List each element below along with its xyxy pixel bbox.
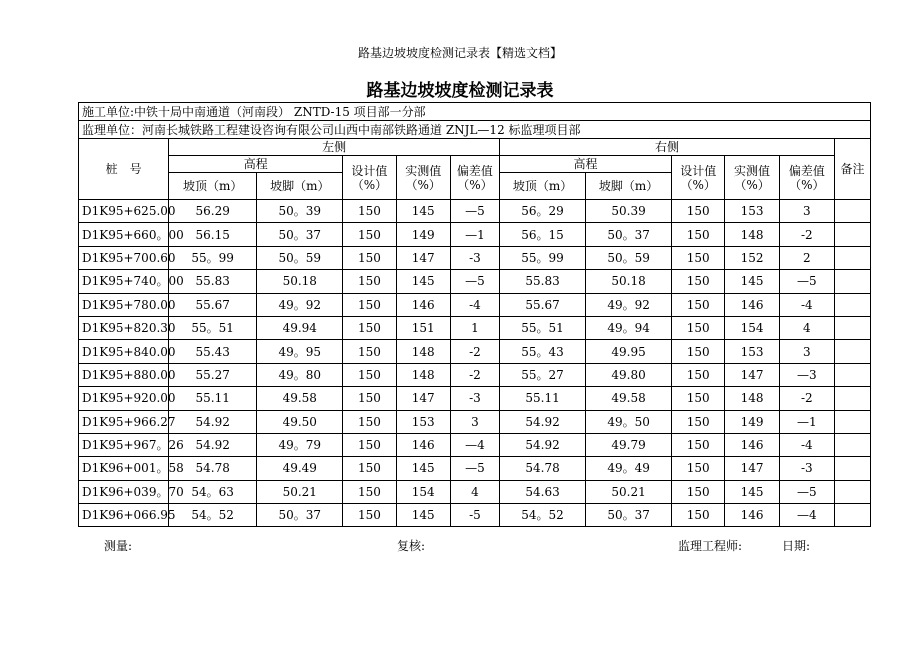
header-stake: 桩 号 bbox=[79, 139, 169, 200]
right-deviation-cell: 4 bbox=[779, 316, 834, 339]
stake-cell: D1K96+066.95 bbox=[79, 504, 169, 527]
left-slope-top-cell: 55.43 bbox=[169, 340, 257, 363]
left-slope-top-cell: 56.29 bbox=[169, 200, 257, 223]
header-left-slope-foot: 坡脚（m） bbox=[257, 173, 343, 200]
left-slope-foot-cell: 49.58 bbox=[257, 387, 343, 410]
supervision-unit: 监理单位：河南长城铁路工程建设咨询有限公司山西中南部铁路通道 ZNJL—12 标监理项目部 bbox=[79, 121, 871, 139]
right-deviation-cell: -2 bbox=[779, 223, 834, 246]
left-slope-top-cell: 55。99 bbox=[169, 246, 257, 269]
right-deviation-cell: —5 bbox=[779, 480, 834, 503]
left-slope-top-cell: 56.15 bbox=[169, 223, 257, 246]
left-slope-foot-cell: 49。80 bbox=[257, 363, 343, 386]
left-design-cell: 150 bbox=[343, 457, 396, 480]
right-design-cell: 150 bbox=[672, 480, 725, 503]
header-right-side: 右侧 bbox=[500, 139, 835, 156]
left-measured-cell: 154 bbox=[396, 480, 450, 503]
right-deviation-cell: -3 bbox=[779, 457, 834, 480]
left-deviation-cell: -2 bbox=[450, 340, 499, 363]
left-measured-cell: 146 bbox=[396, 293, 450, 316]
right-design-cell: 150 bbox=[672, 223, 725, 246]
table-row bbox=[79, 223, 871, 246]
stake-cell: D1K95+625.00 bbox=[79, 200, 169, 223]
table-row bbox=[79, 270, 871, 293]
left-deviation-cell: 1 bbox=[450, 316, 499, 339]
right-slope-top-cell: 55。43 bbox=[500, 340, 586, 363]
left-slope-foot-cell: 49。95 bbox=[257, 340, 343, 363]
left-design-cell: 150 bbox=[343, 246, 396, 269]
right-slope-top-cell: 54.92 bbox=[500, 433, 586, 456]
right-measured-cell: 146 bbox=[725, 293, 779, 316]
table-row bbox=[79, 316, 871, 339]
right-measured-cell: 147 bbox=[725, 363, 779, 386]
header-left-side: 左侧 bbox=[169, 139, 500, 156]
stake-cell: D1K95+660。00 bbox=[79, 223, 169, 246]
right-measured-cell: 153 bbox=[725, 340, 779, 363]
left-slope-foot-cell: 50.18 bbox=[257, 270, 343, 293]
stake-cell: D1K95+840.00 bbox=[79, 340, 169, 363]
left-deviation-cell: —4 bbox=[450, 433, 499, 456]
right-slope-top-cell: 55。99 bbox=[500, 246, 586, 269]
left-slope-top-cell: 55.83 bbox=[169, 270, 257, 293]
right-design-cell: 150 bbox=[672, 246, 725, 269]
right-design-cell: 150 bbox=[672, 410, 725, 433]
right-slope-top-cell: 56。29 bbox=[500, 200, 586, 223]
remark-cell bbox=[834, 457, 870, 480]
left-slope-foot-cell: 50.21 bbox=[257, 480, 343, 503]
header-remarks: 备注 bbox=[834, 139, 870, 200]
right-design-cell: 150 bbox=[672, 270, 725, 293]
left-slope-foot-cell: 49.50 bbox=[257, 410, 343, 433]
right-slope-foot-cell: 49.95 bbox=[586, 340, 672, 363]
header-right-slope-top: 坡顶（m） bbox=[500, 173, 586, 200]
right-slope-top-cell: 55.83 bbox=[500, 270, 586, 293]
left-slope-top-cell: 55.27 bbox=[169, 363, 257, 386]
stake-cell: D1K95+967。26 bbox=[79, 433, 169, 456]
right-measured-cell: 145 bbox=[725, 270, 779, 293]
right-slope-foot-cell: 49。94 bbox=[586, 316, 672, 339]
right-deviation-cell: 3 bbox=[779, 200, 834, 223]
footer-measured-by: 测量: bbox=[104, 539, 133, 553]
right-slope-foot-cell: 50。37 bbox=[586, 504, 672, 527]
left-slope-foot-cell: 49.94 bbox=[257, 316, 343, 339]
left-design-cell: 150 bbox=[343, 410, 396, 433]
right-deviation-cell: —3 bbox=[779, 363, 834, 386]
right-slope-foot-cell: 50.21 bbox=[586, 480, 672, 503]
left-deviation-cell: -3 bbox=[450, 246, 499, 269]
left-design-cell: 150 bbox=[343, 433, 396, 456]
right-measured-cell: 146 bbox=[725, 433, 779, 456]
left-slope-top-cell: 54.78 bbox=[169, 457, 257, 480]
right-slope-foot-cell: 50。59 bbox=[586, 246, 672, 269]
right-design-cell: 150 bbox=[672, 200, 725, 223]
table-row bbox=[79, 363, 871, 386]
remark-cell bbox=[834, 293, 870, 316]
left-measured-cell: 151 bbox=[396, 316, 450, 339]
right-design-cell: 150 bbox=[672, 504, 725, 527]
left-slope-foot-cell: 50。37 bbox=[257, 223, 343, 246]
left-slope-top-cell: 54.92 bbox=[169, 410, 257, 433]
page-header: 路基边坡坡度检测记录表【精选文档】 bbox=[357, 46, 562, 60]
left-slope-top-cell: 55.67 bbox=[169, 293, 257, 316]
header-right-measured: 实测值（%） bbox=[725, 156, 779, 200]
document-title: 路基边坡坡度检测记录表 bbox=[366, 81, 554, 101]
left-measured-cell: 149 bbox=[396, 223, 450, 246]
left-design-cell: 150 bbox=[343, 504, 396, 527]
header-right-slope-foot: 坡脚（m） bbox=[586, 173, 672, 200]
left-design-cell: 150 bbox=[343, 200, 396, 223]
left-slope-foot-cell: 50。59 bbox=[257, 246, 343, 269]
remark-cell bbox=[834, 223, 870, 246]
right-deviation-cell: -2 bbox=[779, 387, 834, 410]
header-left-deviation: 偏差值（%） bbox=[450, 156, 499, 200]
right-design-cell: 150 bbox=[672, 293, 725, 316]
right-slope-top-cell: 55.11 bbox=[500, 387, 586, 410]
right-design-cell: 150 bbox=[672, 387, 725, 410]
construction-unit: 施工单位:中铁十局中南通道（河南段） ZNTD-15 项目部一分部 bbox=[79, 103, 871, 121]
left-design-cell: 150 bbox=[343, 316, 396, 339]
right-slope-top-cell: 55.67 bbox=[500, 293, 586, 316]
stake-cell: D1K95+780.00 bbox=[79, 293, 169, 316]
right-measured-cell: 154 bbox=[725, 316, 779, 339]
right-slope-top-cell: 54.92 bbox=[500, 410, 586, 433]
remark-cell bbox=[834, 200, 870, 223]
footer-date: 日期: bbox=[782, 539, 811, 553]
right-slope-top-cell: 54。52 bbox=[500, 504, 586, 527]
right-slope-top-cell: 54.78 bbox=[500, 457, 586, 480]
table-row bbox=[79, 200, 871, 223]
left-deviation-cell: —5 bbox=[450, 270, 499, 293]
header-right-deviation: 偏差值（%） bbox=[779, 156, 834, 200]
left-design-cell: 150 bbox=[343, 293, 396, 316]
left-design-cell: 150 bbox=[343, 270, 396, 293]
right-deviation-cell: —5 bbox=[779, 270, 834, 293]
left-measured-cell: 148 bbox=[396, 363, 450, 386]
remark-cell bbox=[834, 246, 870, 269]
header-left-measured: 实测值（%） bbox=[396, 156, 450, 200]
right-slope-foot-cell: 49。50 bbox=[586, 410, 672, 433]
right-measured-cell: 148 bbox=[725, 387, 779, 410]
table-row bbox=[79, 410, 871, 433]
left-slope-top-cell: 54.92 bbox=[169, 433, 257, 456]
right-design-cell: 150 bbox=[672, 363, 725, 386]
header-left-design: 设计值（%） bbox=[343, 156, 396, 200]
right-slope-top-cell: 56。15 bbox=[500, 223, 586, 246]
right-slope-top-cell: 54.63 bbox=[500, 480, 586, 503]
right-slope-foot-cell: 50.39 bbox=[586, 200, 672, 223]
left-design-cell: 150 bbox=[343, 340, 396, 363]
table-row bbox=[79, 504, 871, 527]
right-design-cell: 150 bbox=[672, 433, 725, 456]
left-measured-cell: 153 bbox=[396, 410, 450, 433]
right-slope-foot-cell: 50。37 bbox=[586, 223, 672, 246]
right-measured-cell: 153 bbox=[725, 200, 779, 223]
left-deviation-cell: -5 bbox=[450, 504, 499, 527]
remark-cell bbox=[834, 480, 870, 503]
right-design-cell: 150 bbox=[672, 457, 725, 480]
right-measured-cell: 147 bbox=[725, 457, 779, 480]
right-design-cell: 150 bbox=[672, 316, 725, 339]
remark-cell bbox=[834, 410, 870, 433]
left-slope-top-cell: 54。52 bbox=[169, 504, 257, 527]
left-design-cell: 150 bbox=[343, 223, 396, 246]
right-deviation-cell: 2 bbox=[779, 246, 834, 269]
left-slope-foot-cell: 49。92 bbox=[257, 293, 343, 316]
table-row bbox=[79, 340, 871, 363]
table-row bbox=[79, 480, 871, 503]
stake-cell: D1K95+820.30 bbox=[79, 316, 169, 339]
left-measured-cell: 146 bbox=[396, 433, 450, 456]
table-row bbox=[79, 246, 871, 269]
left-measured-cell: 147 bbox=[396, 387, 450, 410]
slope-inspection-table bbox=[78, 102, 871, 527]
remark-cell bbox=[834, 363, 870, 386]
left-measured-cell: 145 bbox=[396, 504, 450, 527]
right-slope-foot-cell: 49。92 bbox=[586, 293, 672, 316]
remark-cell bbox=[834, 504, 870, 527]
right-measured-cell: 148 bbox=[725, 223, 779, 246]
right-slope-foot-cell: 49.80 bbox=[586, 363, 672, 386]
right-slope-foot-cell: 49。49 bbox=[586, 457, 672, 480]
stake-cell: D1K96+039。70 bbox=[79, 480, 169, 503]
stake-cell: D1K95+700.60 bbox=[79, 246, 169, 269]
right-deviation-cell: 3 bbox=[779, 340, 834, 363]
right-deviation-cell: —1 bbox=[779, 410, 834, 433]
stake-cell: D1K95+966.27 bbox=[79, 410, 169, 433]
left-deviation-cell: —1 bbox=[450, 223, 499, 246]
footer-supervisor: 监理工程师: bbox=[678, 539, 743, 553]
left-measured-cell: 145 bbox=[396, 457, 450, 480]
stake-cell: D1K95+740。00 bbox=[79, 270, 169, 293]
left-slope-top-cell: 55.11 bbox=[169, 387, 257, 410]
left-deviation-cell: —5 bbox=[450, 457, 499, 480]
right-measured-cell: 149 bbox=[725, 410, 779, 433]
stake-cell: D1K96+001。58 bbox=[79, 457, 169, 480]
table-row bbox=[79, 457, 871, 480]
right-slope-top-cell: 55。27 bbox=[500, 363, 586, 386]
left-measured-cell: 147 bbox=[396, 246, 450, 269]
right-measured-cell: 146 bbox=[725, 504, 779, 527]
remark-cell bbox=[834, 340, 870, 363]
right-measured-cell: 145 bbox=[725, 480, 779, 503]
header-right-elevation: 高程 bbox=[500, 156, 672, 173]
header-left-slope-top: 坡顶（m） bbox=[169, 173, 257, 200]
left-deviation-cell: 3 bbox=[450, 410, 499, 433]
remark-cell bbox=[834, 433, 870, 456]
left-measured-cell: 145 bbox=[396, 270, 450, 293]
right-deviation-cell: —4 bbox=[779, 504, 834, 527]
stake-cell: D1K95+880.00 bbox=[79, 363, 169, 386]
table-row bbox=[79, 387, 871, 410]
left-deviation-cell: -4 bbox=[450, 293, 499, 316]
left-slope-foot-cell: 49.49 bbox=[257, 457, 343, 480]
left-slope-top-cell: 54。63 bbox=[169, 480, 257, 503]
left-slope-top-cell: 55。51 bbox=[169, 316, 257, 339]
right-slope-top-cell: 55。51 bbox=[500, 316, 586, 339]
right-slope-foot-cell: 50.18 bbox=[586, 270, 672, 293]
left-slope-foot-cell: 50。37 bbox=[257, 504, 343, 527]
left-measured-cell: 145 bbox=[396, 200, 450, 223]
header-left-elevation: 高程 bbox=[169, 156, 343, 173]
left-deviation-cell: 4 bbox=[450, 480, 499, 503]
right-deviation-cell: -4 bbox=[779, 293, 834, 316]
left-slope-foot-cell: 49。79 bbox=[257, 433, 343, 456]
left-deviation-cell: —5 bbox=[450, 200, 499, 223]
left-deviation-cell: -3 bbox=[450, 387, 499, 410]
table-row bbox=[79, 293, 871, 316]
right-measured-cell: 152 bbox=[725, 246, 779, 269]
left-design-cell: 150 bbox=[343, 480, 396, 503]
remark-cell bbox=[834, 387, 870, 410]
left-design-cell: 150 bbox=[343, 387, 396, 410]
left-design-cell: 150 bbox=[343, 363, 396, 386]
left-measured-cell: 148 bbox=[396, 340, 450, 363]
table-row bbox=[79, 433, 871, 456]
remark-cell bbox=[834, 316, 870, 339]
header-right-design: 设计值（%） bbox=[672, 156, 725, 200]
right-slope-foot-cell: 49.58 bbox=[586, 387, 672, 410]
right-slope-foot-cell: 49.79 bbox=[586, 433, 672, 456]
right-deviation-cell: -4 bbox=[779, 433, 834, 456]
stake-cell: D1K95+920.00 bbox=[79, 387, 169, 410]
left-slope-foot-cell: 50。39 bbox=[257, 200, 343, 223]
left-deviation-cell: -2 bbox=[450, 363, 499, 386]
remark-cell bbox=[834, 270, 870, 293]
footer-checked-by: 复核: bbox=[397, 539, 426, 553]
right-design-cell: 150 bbox=[672, 340, 725, 363]
